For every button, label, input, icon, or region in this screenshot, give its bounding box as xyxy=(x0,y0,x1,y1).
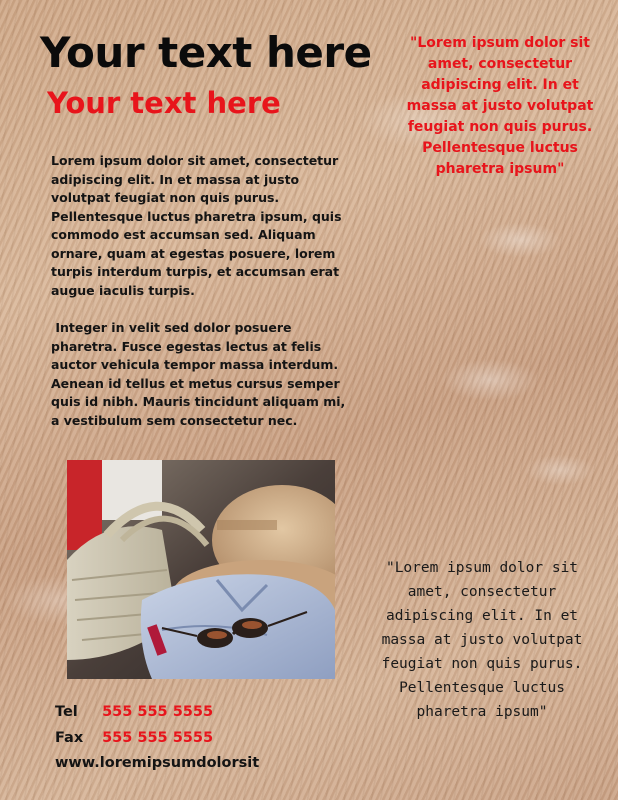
body-paragraph-2: Integer in velit sed dolor posuere pharetra. Fusce egestas lectus at felis auctor vehicula tempor massa interdum. Aenean id tellus et metus cursus semper quis id nibh. Mauris tincidunt aliquam mi, a vestibulum sem consectetur nec. xyxy=(51,320,350,428)
telephone-number: 555 555 5555 xyxy=(102,704,214,720)
body-paragraph-1: Lorem ipsum dolor sit amet, consectetur adipiscing elit. In et massa at justo volutpat feugiat non quis purus. Pellentesque luctus pharetra ipsum, quis commodo est accumsan sed. Aliquam ornare, quam at egestas posuere, lorem turpis interdum turpis, et accumsan erat augue iaculis turpis. xyxy=(51,153,342,298)
telephone-row xyxy=(55,704,213,720)
fax-row xyxy=(55,730,213,746)
pull-quote-bottom: "Lorem ipsum dolor sit amet, consectetur adipiscing elit. In et massa at justo volutpat feugiat non quis purus. Pellentesque luctus pharetra ipsum" xyxy=(381,560,583,720)
fax-label: Fax xyxy=(55,730,84,746)
beach-items-photo xyxy=(67,460,335,679)
page-title: Your text here xyxy=(40,28,372,77)
photo-illustration xyxy=(67,460,335,679)
website-url: www.loremipsumdolorsit xyxy=(55,755,260,771)
telephone-label: Tel xyxy=(55,704,78,720)
pull-quote-top: "Lorem ipsum dolor sit amet, consectetur adipiscing elit. In et massa at justo volutpat feugiat non quis purus. Pellentesque luctus pharetra ipsum" xyxy=(406,35,594,177)
page-subtitle: Your text here xyxy=(47,86,281,120)
fax-number: 555 555 5555 xyxy=(102,730,214,746)
